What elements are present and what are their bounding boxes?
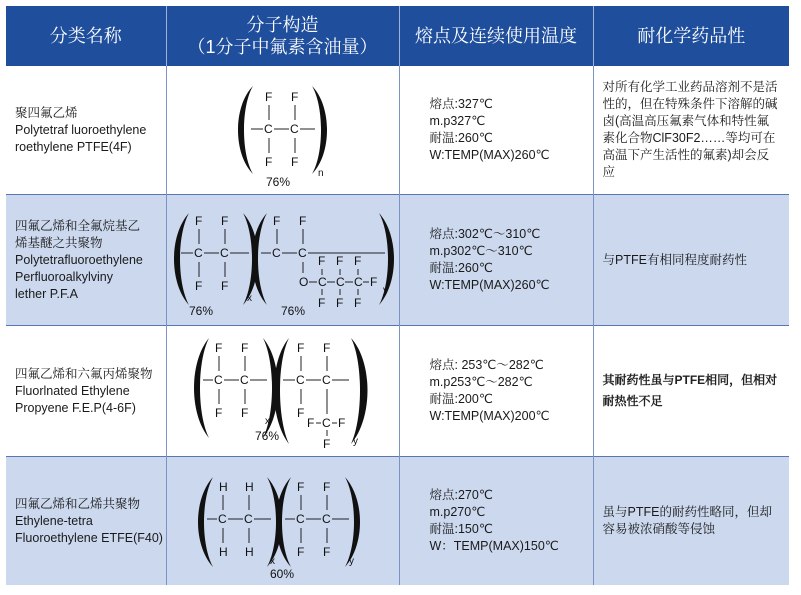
subscript-n: n xyxy=(317,168,324,179)
temp-line: 熔点: 253℃～282℃ xyxy=(429,358,544,372)
name-line: 四氟乙烯和乙烯共聚物 xyxy=(15,496,141,511)
fluorine-percent: 60% xyxy=(269,567,294,581)
atom-f: F xyxy=(272,214,280,228)
atom-f: F xyxy=(214,341,222,355)
cell-chemical-resistance xyxy=(593,457,789,586)
fluorine-percent-right: 76% xyxy=(280,304,305,318)
ptfe-structure-diagram xyxy=(167,66,400,194)
table-row-fep xyxy=(6,326,789,457)
temp-line: 耐温:260℃ xyxy=(429,131,493,145)
subscript-y: y xyxy=(352,436,358,447)
name-line: Fluoroethylene ETFE(F40) xyxy=(15,530,163,545)
atom-f: F xyxy=(296,341,304,355)
fluoropolymer-table xyxy=(6,6,789,585)
atom-f: F xyxy=(240,341,248,355)
cell-name xyxy=(6,195,166,326)
cell-temperature xyxy=(399,326,593,457)
atom-f: F xyxy=(353,254,361,268)
atom-c: C xyxy=(219,246,229,260)
atom-c: C xyxy=(193,246,203,260)
atom-c: C xyxy=(321,512,331,526)
left-parenthesis xyxy=(174,213,189,305)
subscript-x: x xyxy=(246,293,252,304)
etfe-structure-diagram xyxy=(167,457,400,585)
atom-o: O xyxy=(298,275,308,289)
temp-line: 耐温:260℃ xyxy=(429,261,493,275)
atom-f: F xyxy=(369,275,377,289)
left-parenthesis xyxy=(194,338,209,438)
atom-f: F xyxy=(306,416,314,430)
temp-line: W:TEMP(MAX)200℃ xyxy=(429,409,550,423)
atom-f: F xyxy=(335,254,343,268)
pfa-structure-diagram xyxy=(167,195,400,325)
left-parenthesis xyxy=(252,213,267,305)
atom-h: H xyxy=(218,480,228,494)
atom-f: F xyxy=(337,416,345,430)
right-parenthesis xyxy=(351,338,368,444)
name-line: Polytetraf luoroethylene xyxy=(15,122,147,137)
temp-line: 耐温:150℃ xyxy=(429,522,493,536)
left-parenthesis xyxy=(238,86,253,174)
atom-c: C xyxy=(297,246,307,260)
temp-line: 耐温:200℃ xyxy=(429,392,493,406)
name-line: Ethylene-tetra xyxy=(15,513,93,528)
atom-f: F xyxy=(322,480,330,494)
atom-f: F xyxy=(335,296,343,310)
header-row xyxy=(6,6,789,66)
atom-c: C xyxy=(335,275,345,289)
name-line: lether P.F.A xyxy=(15,286,79,301)
atom-c: C xyxy=(213,373,223,387)
left-parenthesis xyxy=(276,477,291,567)
table-row-pfa xyxy=(6,195,789,326)
temp-line: m.p327℃ xyxy=(429,114,486,128)
cell-chemical-resistance xyxy=(593,326,789,457)
cell-temperature xyxy=(399,457,593,586)
cell-chemical-resistance xyxy=(593,66,789,195)
atom-c: C xyxy=(353,275,363,289)
atom-c: C xyxy=(321,373,331,387)
atom-c: C xyxy=(239,373,249,387)
left-parenthesis xyxy=(198,477,213,567)
name-line: 烯基醚之共聚物 xyxy=(15,235,103,250)
subscript-x: x xyxy=(269,556,275,567)
atom-c: C xyxy=(295,373,305,387)
temp-line: m.p270℃ xyxy=(429,505,486,519)
cell-chemical-resistance xyxy=(593,195,789,326)
cell-temperature xyxy=(399,66,593,195)
temp-line: W:TEMP(MAX)260℃ xyxy=(429,278,550,292)
resistance-text: 与PTFE有相同程度耐药性 xyxy=(602,252,747,267)
header-category: 分类名称 xyxy=(6,6,166,66)
atom-h: H xyxy=(218,545,228,559)
atom-f: F xyxy=(220,214,228,228)
table-row-ptfe xyxy=(6,66,789,195)
name-line: Polytetrafluoroethylene xyxy=(15,252,143,267)
temp-line: 熔点:327℃ xyxy=(429,97,493,111)
atom-c: C xyxy=(289,122,299,136)
subscript-x: x xyxy=(264,416,270,427)
resistance-text: 其耐药性虽与PTFE相同，但相对耐热性不足 xyxy=(602,373,778,408)
atom-c: C xyxy=(217,512,227,526)
atom-f: F xyxy=(296,480,304,494)
temp-line: W：TEMP(MAX)150℃ xyxy=(429,539,559,553)
header-structure-line2: （1分子中氟素含油量） xyxy=(187,37,378,57)
fluorine-percent: 76% xyxy=(265,175,290,189)
resistance-text: 对所有化学工业药品溶剂不是活性的，但在特殊条件下溶解的碱卤(高温高压氟素气体和特性氟素化合物ClF30F2……等均可在高温下产生活性的氟素)却会反应 xyxy=(602,80,778,179)
table-row-etfe xyxy=(6,457,789,586)
temp-line: m.p302℃～310℃ xyxy=(429,244,533,258)
atom-c: C xyxy=(263,122,273,136)
header-structure-line1: 分子构造 xyxy=(246,15,319,35)
name-line: Perfluoroalkylviny xyxy=(15,269,113,284)
atom-h: H xyxy=(244,545,254,559)
atom-c: C xyxy=(321,416,331,430)
fluorine-percent: 76% xyxy=(254,429,279,443)
temp-line: 熔点:270℃ xyxy=(429,488,493,502)
right-parenthesis xyxy=(312,86,327,174)
cell-name xyxy=(6,66,166,195)
cell-structure xyxy=(166,457,399,586)
atom-f: F xyxy=(240,406,248,420)
temp-line: W:TEMP(MAX)260℃ xyxy=(429,148,550,162)
fep-structure-diagram xyxy=(167,326,400,456)
atom-f: F xyxy=(322,545,330,559)
atom-f: F xyxy=(317,296,325,310)
atom-c: C xyxy=(243,512,253,526)
atom-f: F xyxy=(194,214,202,228)
atom-f: F xyxy=(290,90,298,104)
atom-f: F xyxy=(317,254,325,268)
subscript-y: y xyxy=(382,285,388,296)
atom-f: F xyxy=(322,341,330,355)
fluoropolymer-table-container xyxy=(6,6,789,588)
name-line: roethylene PTFE(4F) xyxy=(15,139,132,154)
atom-f: F xyxy=(296,406,304,420)
header-temperature: 熔点及连续使用温度 xyxy=(399,6,593,66)
header-chemical-resistance: 耐化学药品性 xyxy=(593,6,789,66)
atom-f: F xyxy=(298,214,306,228)
resistance-text: 虽与PTFE的耐药性略同，但却容易被浓硝酸等侵蚀 xyxy=(602,505,772,536)
name-line: 四氟乙烯和六氟丙烯聚物 xyxy=(15,366,153,381)
name-line: Propyene F.E.P(4-6F) xyxy=(15,400,136,415)
atom-f: F xyxy=(296,545,304,559)
atom-h: H xyxy=(244,480,254,494)
temp-line: 熔点:302℃～310℃ xyxy=(429,227,541,241)
name-line: 聚四氟乙烯 xyxy=(15,105,78,120)
cell-structure xyxy=(166,66,399,195)
header-structure xyxy=(166,6,399,66)
cell-temperature xyxy=(399,195,593,326)
atom-f: F xyxy=(322,437,330,451)
atom-f: F xyxy=(194,279,202,293)
atom-c: C xyxy=(295,512,305,526)
atom-f: F xyxy=(264,155,272,169)
cell-structure xyxy=(166,195,399,326)
atom-f: F xyxy=(214,406,222,420)
atom-f: F xyxy=(264,90,272,104)
atom-c: C xyxy=(271,246,281,260)
cell-name xyxy=(6,457,166,586)
cell-structure xyxy=(166,326,399,457)
name-line: 四氟乙烯和全氟烷基乙 xyxy=(15,218,141,233)
name-line: Fluorlnated Ethylene xyxy=(15,383,130,398)
atom-f: F xyxy=(353,296,361,310)
atom-f: F xyxy=(220,279,228,293)
cell-name xyxy=(6,326,166,457)
right-parenthesis xyxy=(345,477,360,567)
temp-line: m.p253℃～282℃ xyxy=(429,375,533,389)
atom-f: F xyxy=(290,155,298,169)
fluorine-percent-left: 76% xyxy=(188,304,213,318)
subscript-y: y xyxy=(348,556,354,567)
atom-c: C xyxy=(317,275,327,289)
